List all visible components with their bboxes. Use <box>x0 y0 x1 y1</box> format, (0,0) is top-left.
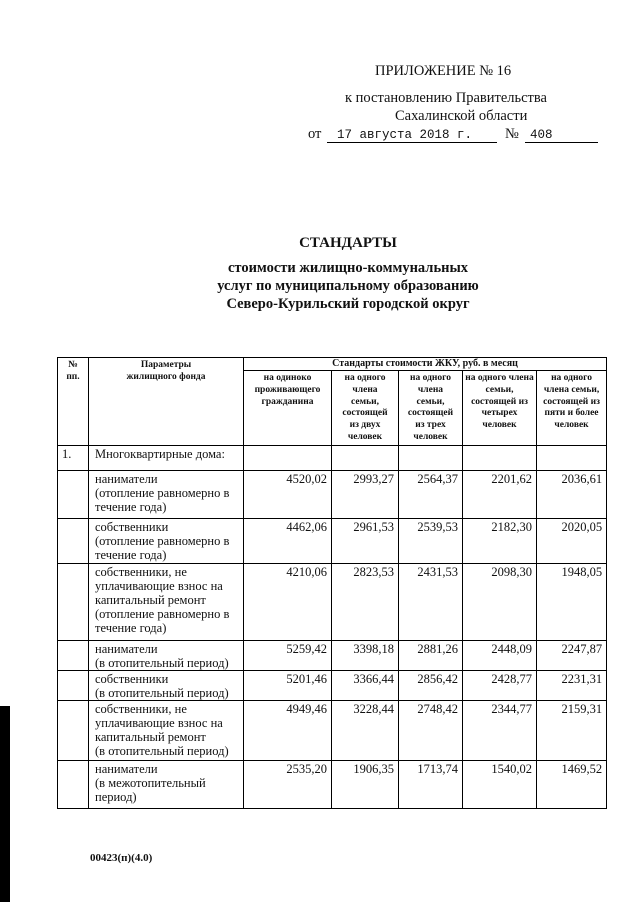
row-label <box>89 519 244 564</box>
title-line-2: услуг по муниципальному образованию <box>217 278 479 294</box>
row-label <box>89 446 244 471</box>
row-value: 2856,42 <box>399 671 463 701</box>
row-value: 2036,61 <box>537 471 607 519</box>
row-number <box>58 671 89 701</box>
decree-number: 408 <box>530 128 553 142</box>
column-group-header: Стандарты стоимости ЖКУ, руб. в месяц <box>244 358 607 371</box>
row-value: 4462,06 <box>244 519 332 564</box>
row-value: 2201,62 <box>463 471 537 519</box>
row-value: 2247,87 <box>537 641 607 671</box>
table-row <box>58 446 607 471</box>
table-row <box>58 564 607 641</box>
row-value: 2993,27 <box>332 471 399 519</box>
table-body <box>58 446 607 809</box>
row-value: 2231,31 <box>537 671 607 701</box>
row-value: 3366,44 <box>332 671 399 701</box>
row-value: 2823,53 <box>332 564 399 641</box>
row-value <box>463 446 537 471</box>
row-label-note: (отопление равномерно в течение года) <box>95 607 230 635</box>
number-label: № <box>505 126 519 142</box>
title-line-1: стоимости жилищно-коммунальных <box>227 260 469 276</box>
row-value: 5259,42 <box>244 641 332 671</box>
form-code: 00423(п)(4.0) <box>90 852 153 864</box>
table-row <box>58 671 607 701</box>
row-value <box>244 446 332 471</box>
number-field <box>525 124 598 143</box>
row-label-name: собственники <box>95 672 169 686</box>
column-header-params: Параметры жилищного фонда <box>89 358 244 446</box>
row-number <box>58 641 89 671</box>
row-value: 2961,53 <box>332 519 399 564</box>
appendix-title: ПРИЛОЖЕНИЕ № 16 <box>375 63 512 79</box>
row-value: 2182,30 <box>463 519 537 564</box>
row-label-name: наниматели <box>95 762 158 776</box>
row-label <box>89 761 244 809</box>
table-row <box>58 519 607 564</box>
row-label-name: собственники, не уплачивающие взнос на капитальный ремонт <box>95 702 223 744</box>
row-label-note: (в отопительный период) <box>95 744 229 758</box>
row-label <box>89 564 244 641</box>
row-label <box>89 701 244 761</box>
row-value: 5201,46 <box>244 671 332 701</box>
row-number <box>58 519 89 564</box>
row-label-name: Многоквартирные дома: <box>95 447 225 461</box>
row-value: 2020,05 <box>537 519 607 564</box>
row-value: 2881,26 <box>399 641 463 671</box>
row-value: 2535,20 <box>244 761 332 809</box>
row-number: 1. <box>58 446 89 471</box>
row-value: 1469,52 <box>537 761 607 809</box>
row-label-name: наниматели <box>95 472 158 486</box>
date-from-label: от <box>308 126 322 142</box>
row-label <box>89 471 244 519</box>
table-row <box>58 761 607 809</box>
row-value: 3398,18 <box>332 641 399 671</box>
column-header-two: на одного члена семьи, состоящей из двух человек <box>332 371 399 446</box>
row-value <box>399 446 463 471</box>
scan-edge-artifact <box>0 706 10 902</box>
row-label <box>89 641 244 671</box>
row-value: 2344,77 <box>463 701 537 761</box>
row-value <box>537 446 607 471</box>
row-number <box>58 701 89 761</box>
table-header-row <box>58 358 607 371</box>
row-value: 2539,53 <box>399 519 463 564</box>
row-value: 2748,42 <box>399 701 463 761</box>
row-value: 4210,06 <box>244 564 332 641</box>
title-line-3: Северо-Курильский городской округ <box>226 296 470 312</box>
row-label-note: (в отопительный период) <box>95 686 229 700</box>
row-label-name: собственники, не уплачивающие взнос на капитальный ремонт <box>95 565 223 607</box>
document-title <box>200 234 496 313</box>
decree-date: 17 августа 2018 г. <box>337 128 473 142</box>
row-number <box>58 564 89 641</box>
standards-table <box>57 357 607 809</box>
row-label-note: (в отопительный период) <box>95 656 229 670</box>
row-value: 2098,30 <box>463 564 537 641</box>
table-row <box>58 471 607 519</box>
column-header-number: № пп. <box>58 358 89 446</box>
column-header-five-plus: на одного члена семьи, состоящей из пяти и более человек <box>537 371 607 446</box>
row-number <box>58 471 89 519</box>
row-value: 3228,44 <box>332 701 399 761</box>
row-value: 1713,74 <box>399 761 463 809</box>
row-label <box>89 671 244 701</box>
table-row <box>58 641 607 671</box>
row-value: 2431,53 <box>399 564 463 641</box>
table-row <box>58 701 607 761</box>
title-main: СТАНДАРТЫ <box>299 235 397 251</box>
row-value: 1906,35 <box>332 761 399 809</box>
row-label-note: (в межотопительный период) <box>95 776 206 804</box>
row-label-name: наниматели <box>95 642 158 656</box>
row-value: 2564,37 <box>399 471 463 519</box>
row-value: 2448,09 <box>463 641 537 671</box>
row-label-name: собственники <box>95 520 169 534</box>
row-value: 4949,46 <box>244 701 332 761</box>
row-value: 1540,02 <box>463 761 537 809</box>
column-header-single: на одиноко проживающего гражданина <box>244 371 332 446</box>
row-value: 2428,77 <box>463 671 537 701</box>
decree-reference: к постановлению Правительства <box>345 90 547 106</box>
row-label-note: (отопление равномерно в течение года) <box>95 534 230 562</box>
row-value: 4520,02 <box>244 471 332 519</box>
row-value: 1948,05 <box>537 564 607 641</box>
column-header-three: на одного члена семьи, состоящей из трех человек <box>399 371 463 446</box>
row-value <box>332 446 399 471</box>
column-header-four: на одного члена семьи, состоящей из четырех человек <box>463 371 537 446</box>
row-label-note: (отопление равномерно в течение года) <box>95 486 230 514</box>
row-value: 2159,31 <box>537 701 607 761</box>
date-field <box>327 124 497 143</box>
row-number <box>58 761 89 809</box>
region-name: Сахалинской области <box>395 108 528 124</box>
